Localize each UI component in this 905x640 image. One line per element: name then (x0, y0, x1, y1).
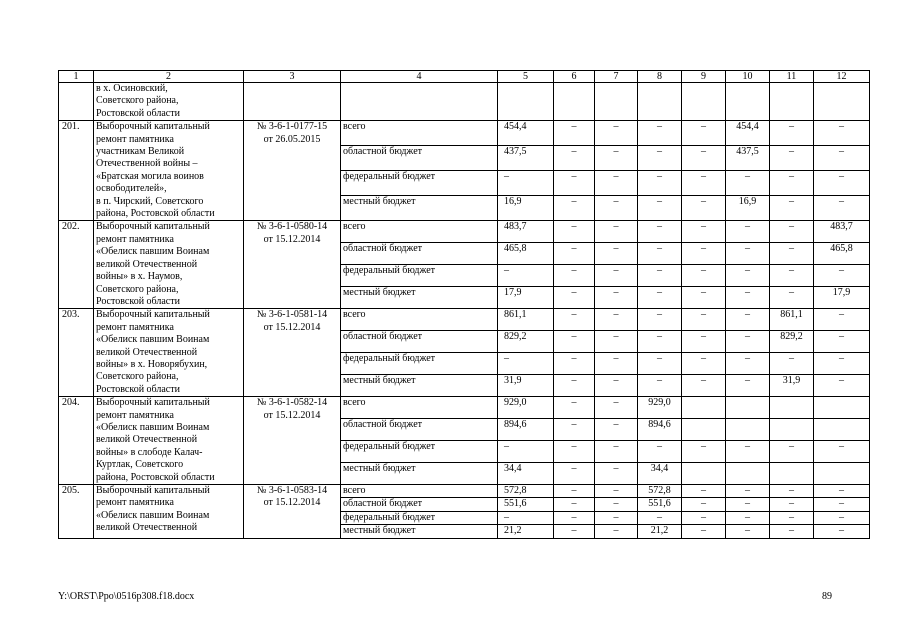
value-cell: – (770, 498, 814, 511)
value-cell: – (638, 243, 682, 265)
value-cell: 929,0 (638, 397, 682, 419)
value-cell: – (814, 196, 870, 221)
object-name-line: Выборочный капитальный (96, 309, 210, 321)
funding-source-label: местный бюджет (341, 287, 498, 309)
value-cell: 465,8 (814, 243, 870, 265)
table-row (59, 397, 870, 419)
value-cell: – (638, 221, 682, 243)
value-cell: – (814, 121, 870, 146)
value-cell: – (638, 375, 682, 397)
file-path: Y:\ORST\Ppo\0516p308.f18.docx (58, 591, 195, 602)
value-cell: – (638, 511, 682, 524)
funding-source-label: всего (341, 397, 498, 419)
value-cell: – (638, 309, 682, 331)
value-cell: – (595, 375, 638, 397)
value-cell: – (554, 331, 595, 353)
value-cell: – (814, 309, 870, 331)
column-number: 9 (682, 71, 726, 83)
object-name-line: Куртлак, Советского (96, 459, 184, 471)
value-cell: – (595, 511, 638, 524)
object-name-line: «Обелиск павшим Воинам (96, 334, 210, 346)
value-cell: – (682, 511, 726, 524)
value-cell: – (595, 353, 638, 375)
value-cell: – (682, 196, 726, 221)
value-cell: – (595, 463, 638, 485)
value-cell: – (814, 171, 870, 196)
value-cell: 894,6 (498, 419, 554, 441)
column-number-row (59, 71, 870, 83)
value-cell: – (595, 196, 638, 221)
value-cell: – (682, 171, 726, 196)
conclusion-line: от 15.12.2014 (263, 409, 321, 421)
value-cell: – (595, 419, 638, 441)
funding-source-label: федеральный бюджет (341, 441, 498, 463)
value-cell: – (682, 498, 726, 511)
value-cell: – (726, 525, 770, 538)
object-name-line: Ростовской области (96, 107, 180, 119)
value-cell (498, 83, 554, 121)
conclusion-cell (244, 485, 341, 539)
value-cell: – (726, 441, 770, 463)
object-name-line: Советского района, (96, 95, 179, 107)
value-cell: – (726, 375, 770, 397)
value-cell: – (770, 441, 814, 463)
object-name-cell (94, 309, 244, 397)
value-cell: – (498, 265, 554, 287)
object-name-line: великой Отечественной (96, 434, 198, 446)
value-cell (726, 419, 770, 441)
object-name-line: в п. Чирский, Советского (96, 195, 204, 207)
object-name-line: Ростовской области (96, 383, 180, 395)
object-name-line: участникам Великой (96, 146, 185, 158)
funding-source-label: областной бюджет (341, 331, 498, 353)
value-cell: 551,6 (638, 498, 682, 511)
value-cell: 572,8 (638, 485, 682, 498)
object-name-line: Ростовской области (96, 295, 180, 307)
column-number: 8 (638, 71, 682, 83)
conclusion-cell (244, 397, 341, 485)
value-cell (595, 83, 638, 121)
value-cell: 31,9 (770, 375, 814, 397)
value-cell: – (682, 525, 726, 538)
value-cell: 572,8 (498, 485, 554, 498)
value-cell: – (814, 375, 870, 397)
column-number: 1 (59, 71, 94, 83)
value-cell: – (595, 485, 638, 498)
value-cell: – (638, 121, 682, 146)
value-cell: – (726, 265, 770, 287)
value-cell (638, 83, 682, 121)
value-cell (770, 463, 814, 485)
funding-source-label: федеральный бюджет (341, 171, 498, 196)
value-cell: – (814, 441, 870, 463)
value-cell: – (726, 498, 770, 511)
value-cell: – (554, 243, 595, 265)
funding-source-label: федеральный бюджет (341, 353, 498, 375)
table-row (59, 485, 870, 498)
value-cell: – (682, 146, 726, 171)
value-cell: – (554, 265, 595, 287)
funding-source-label: областной бюджет (341, 243, 498, 265)
value-cell: – (554, 397, 595, 419)
value-cell: 894,6 (638, 419, 682, 441)
value-cell: – (595, 441, 638, 463)
value-cell: – (595, 397, 638, 419)
value-cell: – (554, 146, 595, 171)
object-name-line: великой Отечественной (96, 522, 198, 534)
value-cell: – (814, 331, 870, 353)
object-name-line: «Братская могила воинов (96, 170, 204, 182)
value-cell: – (726, 331, 770, 353)
value-cell: – (682, 441, 726, 463)
value-cell: – (638, 441, 682, 463)
value-cell: – (638, 353, 682, 375)
value-cell: – (726, 221, 770, 243)
row-number-cell: 205. (59, 485, 94, 539)
conclusion-line: № 3-6-1-0583-14 (256, 485, 328, 496)
object-name-line: войны» в х. Новорябухин, (96, 358, 208, 370)
value-cell: – (682, 485, 726, 498)
column-number: 3 (244, 71, 341, 83)
conclusion-line: № 3-6-1-0581-14 (256, 309, 328, 321)
funding-source-label: областной бюджет (341, 498, 498, 511)
conclusion-line: от 15.12.2014 (263, 233, 321, 245)
value-cell: – (770, 287, 814, 309)
funding-source-label: местный бюджет (341, 375, 498, 397)
object-name-line: Выборочный капитальный (96, 121, 210, 133)
value-cell: – (770, 485, 814, 498)
funding-source-label: всего (341, 309, 498, 331)
object-name-line: ремонт памятника (96, 497, 174, 509)
value-cell: 829,2 (770, 331, 814, 353)
value-cell: – (554, 511, 595, 524)
value-cell: – (595, 146, 638, 171)
value-cell (814, 463, 870, 485)
conclusion-cell (244, 309, 341, 397)
value-cell: 551,6 (498, 498, 554, 511)
column-number: 7 (595, 71, 638, 83)
value-cell: – (554, 441, 595, 463)
value-cell: – (595, 171, 638, 196)
funding-source-label: местный бюджет (341, 525, 498, 538)
object-name-line: района, Ростовской области (96, 208, 215, 220)
column-number: 6 (554, 71, 595, 83)
value-cell: – (554, 171, 595, 196)
value-cell: – (682, 265, 726, 287)
row-number-cell: 202. (59, 221, 94, 309)
value-cell: – (554, 463, 595, 485)
object-name-cell (94, 83, 244, 121)
value-cell: – (595, 265, 638, 287)
object-name-line: Выборочный капитальный (96, 221, 210, 233)
conclusion-cell (244, 221, 341, 309)
table-row (59, 309, 870, 331)
value-cell: – (595, 525, 638, 538)
value-cell (770, 83, 814, 121)
object-name-line: «Обелиск павшим Воинам (96, 421, 210, 433)
value-cell: – (498, 511, 554, 524)
object-name-cell (94, 121, 244, 221)
value-cell: 21,2 (638, 525, 682, 538)
value-cell (726, 463, 770, 485)
value-cell: – (814, 485, 870, 498)
value-cell: 483,7 (814, 221, 870, 243)
value-cell: – (726, 287, 770, 309)
conclusion-cell (244, 83, 341, 121)
value-cell: – (770, 525, 814, 538)
value-cell: – (770, 353, 814, 375)
value-cell: – (595, 498, 638, 511)
object-name-cell (94, 221, 244, 309)
value-cell (682, 397, 726, 419)
funding-source-label: областной бюджет (341, 419, 498, 441)
funding-source-label: федеральный бюджет (341, 265, 498, 287)
value-cell: 17,9 (814, 287, 870, 309)
object-name-line: ремонт памятника (96, 409, 174, 421)
value-cell: 929,0 (498, 397, 554, 419)
table-row (59, 121, 870, 146)
funding-source-label: всего (341, 221, 498, 243)
value-cell: – (726, 243, 770, 265)
value-cell: – (682, 375, 726, 397)
value-cell: – (682, 309, 726, 331)
object-name-line: ремонт памятника (96, 133, 174, 145)
conclusion-line: № 3-6-1-0177-15 (256, 121, 328, 133)
value-cell (726, 83, 770, 121)
value-cell: – (498, 353, 554, 375)
value-cell: – (726, 485, 770, 498)
column-number: 10 (726, 71, 770, 83)
column-number: 12 (814, 71, 870, 83)
page-number: 89 (822, 591, 832, 602)
value-cell: 437,5 (498, 146, 554, 171)
value-cell: – (726, 171, 770, 196)
budget-table (58, 70, 870, 539)
value-cell: – (770, 196, 814, 221)
value-cell: – (770, 121, 814, 146)
value-cell: – (498, 441, 554, 463)
value-cell: – (682, 243, 726, 265)
value-cell: – (726, 309, 770, 331)
table-body (59, 71, 870, 539)
column-number: 11 (770, 71, 814, 83)
object-name-line: Советского района, (96, 283, 179, 295)
value-cell (770, 419, 814, 441)
value-cell: – (638, 287, 682, 309)
value-cell: 829,2 (498, 331, 554, 353)
value-cell (682, 419, 726, 441)
object-name-line: освободителей», (96, 183, 167, 195)
funding-source-label: всего (341, 485, 498, 498)
row-number-cell (59, 83, 94, 121)
object-name-line: Выборочный капитальный (96, 397, 210, 409)
object-name-line: великой Отечественной (96, 346, 198, 358)
value-cell: 31,9 (498, 375, 554, 397)
value-cell: – (770, 511, 814, 524)
value-cell (682, 83, 726, 121)
value-cell: – (814, 265, 870, 287)
value-cell: 437,5 (726, 146, 770, 171)
value-cell (814, 419, 870, 441)
value-cell: – (770, 265, 814, 287)
value-cell: 861,1 (770, 309, 814, 331)
object-name-line: «Обелиск павшим Воинам (96, 509, 210, 521)
funding-source-label: областной бюджет (341, 146, 498, 171)
row-number-cell: 201. (59, 121, 94, 221)
column-number: 4 (341, 71, 498, 83)
value-cell: – (770, 221, 814, 243)
value-cell: – (682, 221, 726, 243)
value-cell: – (554, 121, 595, 146)
value-cell: 17,9 (498, 287, 554, 309)
value-cell: 34,4 (638, 463, 682, 485)
value-cell: – (554, 309, 595, 331)
value-cell: – (595, 121, 638, 146)
value-cell: – (682, 331, 726, 353)
value-cell: – (770, 243, 814, 265)
conclusion-line: от 15.12.2014 (263, 321, 321, 333)
object-name-line: «Обелиск павшим Воинам (96, 246, 210, 258)
value-cell (726, 397, 770, 419)
object-name-line: ремонт памятника (96, 233, 174, 245)
value-cell: – (554, 525, 595, 538)
value-cell (554, 83, 595, 121)
funding-source-label: федеральный бюджет (341, 511, 498, 524)
value-cell: – (554, 485, 595, 498)
conclusion-line: от 26.05.2015 (263, 133, 321, 145)
object-name-cell (94, 397, 244, 485)
object-name-cell (94, 485, 244, 539)
value-cell: – (814, 511, 870, 524)
object-name-line: Отечественной войны – (96, 158, 198, 170)
object-name-line: войны» в слободе Калач- (96, 446, 203, 458)
value-cell: – (814, 146, 870, 171)
table-row (59, 221, 870, 243)
row-number-cell: 204. (59, 397, 94, 485)
value-cell: – (770, 171, 814, 196)
value-cell: – (682, 353, 726, 375)
source-cell (341, 83, 498, 121)
value-cell: – (770, 146, 814, 171)
value-cell: – (638, 331, 682, 353)
value-cell: – (554, 196, 595, 221)
value-cell: 34,4 (498, 463, 554, 485)
value-cell: – (554, 287, 595, 309)
value-cell: – (638, 196, 682, 221)
value-cell: 454,4 (498, 121, 554, 146)
funding-source-label: местный бюджет (341, 463, 498, 485)
value-cell: – (814, 498, 870, 511)
value-cell: – (682, 121, 726, 146)
continuation-row (59, 83, 870, 121)
column-number: 2 (94, 71, 244, 83)
value-cell: – (595, 221, 638, 243)
value-cell: – (595, 287, 638, 309)
value-cell: – (498, 171, 554, 196)
object-name-line: в х. Осиновский, (96, 83, 168, 94)
value-cell: – (595, 243, 638, 265)
value-cell: – (595, 331, 638, 353)
object-name-line: Советского района, (96, 371, 179, 383)
value-cell: 861,1 (498, 309, 554, 331)
object-name-line: района, Ростовской области (96, 471, 215, 483)
value-cell: – (638, 265, 682, 287)
value-cell (814, 397, 870, 419)
value-cell: 465,8 (498, 243, 554, 265)
funding-source-label: местный бюджет (341, 196, 498, 221)
value-cell (770, 397, 814, 419)
value-cell: 16,9 (726, 196, 770, 221)
object-name-line: Выборочный капитальный (96, 485, 210, 496)
value-cell: – (682, 287, 726, 309)
value-cell: – (554, 353, 595, 375)
value-cell: – (554, 498, 595, 511)
value-cell (682, 463, 726, 485)
value-cell: – (554, 419, 595, 441)
conclusion-line: № 3-6-1-0582-14 (256, 397, 328, 409)
value-cell: – (814, 353, 870, 375)
conclusion-line: от 15.12.2014 (263, 497, 321, 509)
conclusion-line: № 3-6-1-0580-14 (256, 221, 328, 233)
funding-source-label: всего (341, 121, 498, 146)
column-number: 5 (498, 71, 554, 83)
object-name-line: великой Отечественной (96, 258, 198, 270)
object-name-line: ремонт памятника (96, 321, 174, 333)
object-name-line: войны» в х. Наумов, (96, 271, 183, 283)
value-cell: 483,7 (498, 221, 554, 243)
value-cell: 21,2 (498, 525, 554, 538)
value-cell: – (814, 525, 870, 538)
value-cell: – (726, 511, 770, 524)
value-cell (814, 83, 870, 121)
conclusion-cell (244, 121, 341, 221)
value-cell: – (595, 309, 638, 331)
value-cell: 16,9 (498, 196, 554, 221)
value-cell: – (638, 146, 682, 171)
value-cell: – (554, 221, 595, 243)
value-cell: – (638, 171, 682, 196)
value-cell: – (554, 375, 595, 397)
row-number-cell: 203. (59, 309, 94, 397)
value-cell: 454,4 (726, 121, 770, 146)
value-cell: – (726, 353, 770, 375)
